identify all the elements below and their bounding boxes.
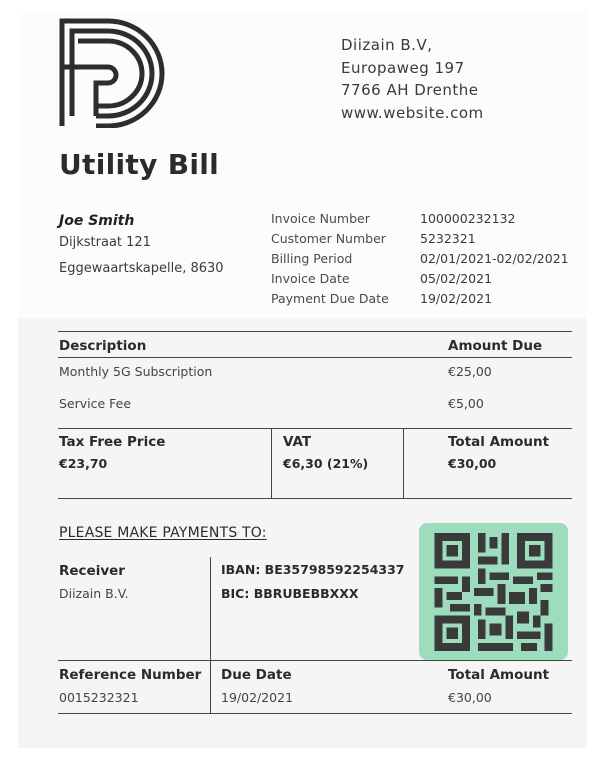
table-divider — [58, 660, 572, 661]
due-date-label: Due Date — [221, 667, 292, 683]
qr-code-icon[interactable] — [433, 533, 554, 651]
table-divider — [58, 498, 572, 499]
charge-description: Monthly 5G Subscription — [59, 364, 213, 379]
charge-amount: €25,00 — [448, 364, 492, 379]
table-divider — [58, 357, 572, 358]
iban-value: IBAN: BE35798592254337 — [221, 562, 405, 577]
receiver-value: Diizain B.V. — [59, 586, 129, 601]
customer-city: Eggewaartskapelle, 8630 — [59, 261, 224, 276]
page-title: Utility Bill — [59, 148, 220, 181]
double-d-logo-icon — [58, 18, 174, 128]
invoice-number-label: Invoice Number — [271, 211, 370, 226]
vat-value: €6,30 (21%) — [283, 456, 369, 471]
column-divider — [271, 428, 272, 499]
invoice-meta-values — [420, 209, 569, 309]
payment-total-label: Total Amount — [448, 667, 550, 683]
company-name: Diizain B.V, — [341, 36, 433, 54]
customer-number-label: Customer Number — [271, 231, 386, 246]
customer-name: Joe Smith — [59, 213, 135, 229]
company-website[interactable]: www.website.com — [341, 103, 484, 122]
table-divider — [58, 331, 572, 332]
amount-due-header: Amount Due — [448, 338, 543, 354]
charge-amount: €5,00 — [448, 396, 484, 411]
customer-street: Dijkstraat 121 — [59, 235, 151, 250]
invoice-number-value: 100000232132 — [420, 211, 516, 226]
bic-value: BIC: BBRUBEBBXXX — [221, 586, 359, 601]
payment-heading: PLEASE MAKE PAYMENTS TO: — [59, 525, 267, 541]
table-divider — [58, 428, 572, 429]
customer-number-value: 5232321 — [420, 231, 476, 246]
total-amount-value: €30,00 — [448, 456, 497, 471]
invoice-meta-labels — [271, 209, 389, 309]
receiver-label: Receiver — [59, 563, 125, 579]
customer-address — [59, 210, 224, 280]
column-divider — [403, 428, 404, 499]
total-amount-label: Total Amount — [448, 434, 550, 450]
payment-due-date-value: 19/02/2021 — [420, 291, 493, 306]
table-divider — [58, 713, 572, 714]
column-divider — [210, 557, 211, 714]
company-street: Europaweg 197 — [341, 58, 465, 77]
company-city: 7766 AH Drenthe — [341, 81, 479, 99]
billing-period-value: 02/01/2021-02/02/2021 — [420, 251, 569, 266]
reference-number-label: Reference Number — [59, 667, 202, 683]
invoice-date-value: 05/02/2021 — [420, 271, 493, 286]
billing-period-label: Billing Period — [271, 251, 353, 266]
tax-free-value: €23,70 — [59, 456, 108, 471]
company-address — [341, 34, 484, 124]
payment-due-date-label: Payment Due Date — [271, 291, 389, 306]
reference-number-value: 0015232321 — [59, 690, 139, 705]
vat-label: VAT — [283, 434, 312, 450]
charge-description: Service Fee — [59, 396, 132, 411]
payment-total-value: €30,00 — [448, 690, 492, 705]
invoice-date-label: Invoice Date — [271, 271, 350, 286]
tax-free-label: Tax Free Price — [59, 434, 166, 450]
description-header: Description — [59, 338, 147, 354]
due-date-value: 19/02/2021 — [221, 690, 294, 705]
